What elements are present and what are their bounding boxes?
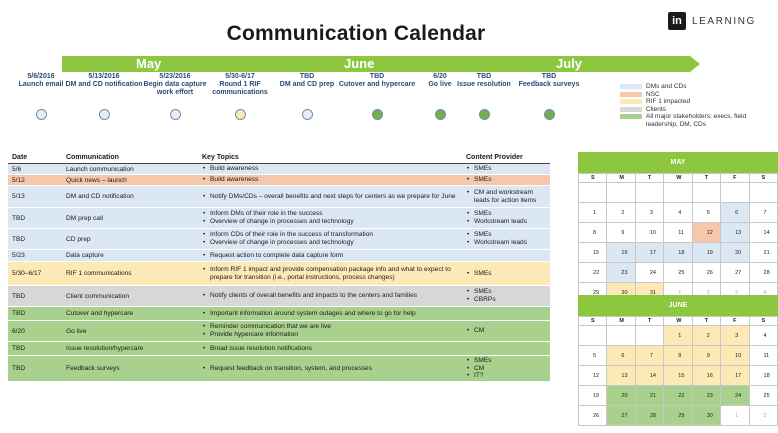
table-header-row: [8, 152, 550, 164]
calendar-day: 20: [607, 386, 635, 406]
legend-label: Clients: [646, 105, 666, 113]
calendar-may: [578, 152, 778, 303]
topic-bullet: • Overview of change in processes and technology: [202, 218, 458, 226]
legend-swatch: [620, 99, 642, 104]
calendar-day: 7: [749, 203, 777, 223]
calendar-day: 12: [692, 223, 720, 243]
topic-bullet: • Inform RIF 1 impact and provide compensation package info and what to expect to prepare for transition (i.e., portal instructions, process changes): [202, 266, 458, 281]
table-row: [8, 286, 550, 307]
calendar-week-row: [579, 326, 778, 346]
cell-date: TBD: [8, 229, 62, 250]
calendar-day: 6: [607, 346, 635, 366]
timeline-event-date: TBD: [299, 73, 315, 80]
timeline-event-date: 5/6/2016: [27, 73, 55, 80]
cell-content-provider: [462, 186, 550, 208]
calendar-day: 6: [721, 203, 749, 223]
calendar-week-row: [579, 366, 778, 386]
cell-date: TBD: [8, 342, 62, 356]
calendar-day: 26: [579, 406, 607, 426]
calendar-day: [664, 183, 692, 203]
calendar-day: [607, 326, 635, 346]
provider-bullet: • SMEs: [466, 231, 546, 239]
calendar-weekday: W: [664, 317, 692, 326]
calendar-weekday: M: [607, 317, 635, 326]
calendar-weekday: T: [635, 174, 663, 183]
provider-bullet: • Workstream leads: [466, 239, 546, 247]
calendar-day: 25: [664, 263, 692, 283]
provider-bullet: • CBRPs: [466, 296, 546, 304]
timeline-event-date: 5/23/2016: [159, 73, 191, 80]
timeline-milestone-marker: [544, 109, 555, 120]
calendar-day: 8: [579, 223, 607, 243]
table-row: [8, 307, 550, 321]
calendar-day: 22: [664, 386, 692, 406]
topic-bullet: • Build awareness: [202, 165, 458, 173]
topic-bullet: • Inform CDs of their role in the success of transformation: [202, 231, 458, 239]
legend-item: [620, 113, 768, 128]
timeline-event-label: Cutover and hypercare: [338, 81, 416, 88]
provider-bullet: • Workstream leads: [466, 218, 546, 226]
calendar-day: 13: [607, 366, 635, 386]
calendar-day: 12: [579, 366, 607, 386]
provider-bullet: • SMEs: [466, 176, 546, 184]
calendar-week-row: [579, 263, 778, 283]
timeline-event-date: 5/13/2016: [88, 73, 120, 80]
calendar-day: 17: [635, 243, 663, 263]
timeline-event: [267, 73, 347, 89]
calendar-day: 5: [692, 203, 720, 223]
legend-item: [620, 91, 768, 99]
calendar-day: 29: [579, 283, 607, 303]
topic-bullet: • Request action to complete data capture form: [202, 252, 458, 260]
cell-communication: Data capture: [62, 250, 198, 262]
timeline-milestone-marker: [36, 109, 47, 120]
calendar-day: 14: [635, 366, 663, 386]
calendar-day: 5: [579, 346, 607, 366]
cell-date: 5/13: [8, 186, 62, 208]
calendar-day: 24: [721, 386, 749, 406]
legend-item: [620, 98, 768, 106]
calendar-day: 4: [749, 283, 777, 303]
calendar-day: 31: [635, 283, 663, 303]
calendar-weekday: T: [692, 174, 720, 183]
cell-content-provider: [462, 250, 550, 262]
cell-communication: Feedback surveys: [62, 356, 198, 382]
calendar-day: 1: [664, 326, 692, 346]
legend-label: NSC: [646, 90, 660, 98]
calendar-day: 21: [749, 243, 777, 263]
calendar-day: 10: [721, 346, 749, 366]
communication-table: [8, 152, 550, 382]
table-row: [8, 186, 550, 208]
timeline-milestone-marker: [99, 109, 110, 120]
timeline-event-date: TBD: [369, 73, 385, 80]
calendar-day: 19: [579, 386, 607, 406]
calendar-day: 2: [749, 406, 777, 426]
brand-logo: [668, 12, 756, 30]
cell-content-provider: [462, 229, 550, 250]
timeline-milestone-marker: [302, 109, 313, 120]
calendar-week-row: [579, 386, 778, 406]
calendar-weekday: T: [692, 317, 720, 326]
legend-label: RIF 1 impacted: [646, 98, 691, 105]
calendar-day: 2: [607, 203, 635, 223]
calendar-day: [721, 183, 749, 203]
timeline-event-label: DM and CD notification: [65, 81, 143, 88]
table-row: [8, 262, 550, 286]
calendar-weekday: S: [749, 317, 777, 326]
calendar-day: 20: [721, 243, 749, 263]
cell-date: 5/6: [8, 164, 62, 175]
cell-key-topics: [198, 286, 462, 307]
calendar-day: 11: [749, 346, 777, 366]
calendar-day: 1: [721, 406, 749, 426]
calendar-day: [692, 183, 720, 203]
provider-bullet: • SMEs: [466, 270, 546, 278]
calendar-day: 18: [749, 366, 777, 386]
cell-communication: Issue resolution/hypercare: [62, 342, 198, 356]
cell-communication: Quick news – launch: [62, 175, 198, 186]
timeline-event-date: TBD: [541, 73, 557, 80]
calendar-weekday: S: [579, 317, 607, 326]
cell-communication: DM and CD notification: [62, 186, 198, 208]
calendar-day: 18: [664, 243, 692, 263]
timeline-event-date: 6/20: [433, 73, 447, 80]
calendar-day: [579, 183, 607, 203]
calendar-day: 10: [635, 223, 663, 243]
calendar-day: 1: [579, 203, 607, 223]
calendar-weekday: F: [721, 317, 749, 326]
provider-bullet: • SMEs: [466, 165, 546, 173]
cell-key-topics: [198, 229, 462, 250]
calendar-day: 4: [664, 203, 692, 223]
header-content-provider: Content Provider: [462, 152, 550, 164]
cell-content-provider: [462, 262, 550, 286]
cell-content-provider: [462, 356, 550, 382]
topic-bullet: • Broad issue resolution notifications: [202, 345, 458, 353]
timeline-milestone-marker: [479, 109, 490, 120]
timeline-event-label: Launch email: [18, 81, 64, 88]
linkedin-icon: in: [668, 12, 686, 30]
cell-communication: DM prep call: [62, 208, 198, 229]
calendar-day: 26: [692, 263, 720, 283]
cell-date: 5/12: [8, 175, 62, 186]
calendar-week-row: [579, 223, 778, 243]
calendar-weekday: T: [635, 317, 663, 326]
cell-key-topics: [198, 342, 462, 356]
cell-content-provider: [462, 286, 550, 307]
brand-name: LEARNING: [692, 15, 756, 27]
table-row: [8, 175, 550, 186]
cell-key-topics: [198, 186, 462, 208]
month-label-june: June: [344, 56, 375, 71]
cell-date: 6/20: [8, 321, 62, 342]
calendar-day: 8: [664, 346, 692, 366]
timeline-event-label: DM and CD prep: [279, 81, 335, 88]
calendar-day: 16: [607, 243, 635, 263]
cell-communication: Client communication: [62, 286, 198, 307]
cell-key-topics: [198, 356, 462, 382]
legend-item: [620, 106, 768, 114]
calendar-day: 21: [635, 386, 663, 406]
legend-swatch: [620, 92, 642, 97]
provider-bullet: • SMEs: [466, 288, 546, 296]
provider-bullet: • SMEs: [466, 357, 546, 365]
calendar-weekday: S: [579, 174, 607, 183]
header-communication: Communication: [62, 152, 198, 164]
calendar-weekday: F: [721, 174, 749, 183]
cell-date: TBD: [8, 307, 62, 321]
timeline-milestone-marker: [372, 109, 383, 120]
timeline-event: [64, 73, 144, 89]
cell-key-topics: [198, 250, 462, 262]
calendar-day: 30: [607, 283, 635, 303]
calendar-day: 22: [579, 263, 607, 283]
calendar-day: [635, 183, 663, 203]
calendar-day: 28: [635, 406, 663, 426]
calendar-day: [635, 326, 663, 346]
legend-swatch: [620, 107, 642, 112]
topic-bullet: • Inform DMs of their role in the success: [202, 210, 458, 218]
calendar-day: [607, 183, 635, 203]
calendar-weekday: M: [607, 174, 635, 183]
calendar-day: 25: [749, 386, 777, 406]
calendar-day: 15: [664, 366, 692, 386]
calendar-day: 19: [692, 243, 720, 263]
provider-bullet: • IT?: [466, 372, 546, 380]
calendar-day: 27: [607, 406, 635, 426]
cell-key-topics: [198, 307, 462, 321]
cell-communication: CD prep: [62, 229, 198, 250]
legend-label: DMs and CDs: [646, 83, 687, 90]
calendar-day: 3: [721, 283, 749, 303]
timeline-event-label: Issue resolution: [457, 81, 511, 88]
table-row: [8, 164, 550, 175]
cell-content-provider: [462, 307, 550, 321]
timeline-event-label: Round 1 RIF communications: [212, 81, 268, 96]
topic-bullet: • Request feedback on transition, system, and processes: [202, 365, 458, 373]
topic-bullet: • Notify DMs/CDs – overall benefits and next steps for centers as we prepare for June: [202, 193, 458, 201]
cell-key-topics: [198, 175, 462, 186]
timeline-event-label: Feedback surveys: [518, 81, 580, 88]
calendar-weekday: W: [664, 174, 692, 183]
provider-bullet: • CM and workstream leads for action items: [466, 189, 546, 204]
timeline-milestone-marker: [170, 109, 181, 120]
calendar-day: 28: [749, 263, 777, 283]
calendar-week-row: [579, 406, 778, 426]
provider-bullet: • SMEs: [466, 210, 546, 218]
cell-communication: Go live: [62, 321, 198, 342]
calendar-day: 17: [721, 366, 749, 386]
legend-label: All major stakeholders: execs, field leadership, DM, CDs: [646, 113, 747, 128]
cell-key-topics: [198, 208, 462, 229]
calendar-month-title: JUNE: [578, 295, 778, 316]
calendar-june: [578, 295, 778, 426]
legend-swatch: [620, 114, 642, 119]
legend-item: [620, 83, 768, 91]
cell-content-provider: [462, 321, 550, 342]
calendar-day: 3: [721, 326, 749, 346]
calendar-day: 7: [635, 346, 663, 366]
calendar-day: 4: [749, 326, 777, 346]
calendar-day: 9: [692, 346, 720, 366]
calendar-day: [749, 183, 777, 203]
header-date: Date: [8, 152, 62, 164]
topic-bullet: • Build awareness: [202, 176, 458, 184]
provider-bullet: • CM: [466, 327, 546, 335]
cell-key-topics: [198, 262, 462, 286]
calendar-weekday: S: [749, 174, 777, 183]
cell-date: TBD: [8, 208, 62, 229]
calendar-day: 11: [664, 223, 692, 243]
calendar-day: 3: [635, 203, 663, 223]
timeline-arrow-head: [690, 56, 700, 72]
cell-date: TBD: [8, 356, 62, 382]
calendar-weekday-row: [579, 317, 778, 326]
calendar-month-title: MAY: [578, 152, 778, 173]
calendar-week-row: [579, 183, 778, 203]
calendar-day: 30: [692, 406, 720, 426]
timeline-milestone-marker: [235, 109, 246, 120]
calendar-day: 23: [692, 386, 720, 406]
calendar-day: 13: [721, 223, 749, 243]
cell-communication: RIF 1 communications: [62, 262, 198, 286]
calendar-week-row: [579, 346, 778, 366]
cell-date: TBD: [8, 286, 62, 307]
timeline-event-date: 5/30-6/17: [225, 73, 255, 80]
header-key-topics: Key Topics: [198, 152, 462, 164]
calendar-day: [579, 326, 607, 346]
topic-bullet: • Reminder communication that we are live: [202, 323, 458, 331]
topic-bullet: • Important information around system outages and where to go for help: [202, 310, 458, 318]
timeline-milestone-marker: [435, 109, 446, 120]
cell-communication: Cutover and hypercare: [62, 307, 198, 321]
table-row: [8, 208, 550, 229]
legend: [620, 83, 768, 128]
calendar-week-row: [579, 243, 778, 263]
cell-content-provider: [462, 175, 550, 186]
calendar-day: 2: [692, 283, 720, 303]
page-title: Communication Calendar: [226, 22, 486, 45]
calendar-day: 15: [579, 243, 607, 263]
calendar-day: 29: [664, 406, 692, 426]
month-label-july: July: [556, 56, 583, 71]
timeline-event-label: Begin data capture work effort: [143, 81, 207, 96]
topic-bullet: • Provide hypercare information: [202, 331, 458, 339]
cell-communication: Launch communication: [62, 164, 198, 175]
calendar-day: 23: [607, 263, 635, 283]
cell-content-provider: [462, 208, 550, 229]
timeline-event-date: TBD: [476, 73, 492, 80]
table-row: [8, 229, 550, 250]
calendar-day: 9: [607, 223, 635, 243]
timeline-event-label: Go live: [428, 81, 452, 88]
cell-date: 5/30–6/17: [8, 262, 62, 286]
legend-swatch: [620, 84, 642, 89]
timeline-event: [509, 73, 589, 89]
calendar-day: 24: [635, 263, 663, 283]
table-row: [8, 321, 550, 342]
calendar-day: 27: [721, 263, 749, 283]
cell-key-topics: [198, 321, 462, 342]
calendar-day: 16: [692, 366, 720, 386]
cell-date: 5/23: [8, 250, 62, 262]
table-row: [8, 356, 550, 382]
table-row: [8, 342, 550, 356]
calendar-week-row: [579, 203, 778, 223]
cell-content-provider: [462, 164, 550, 175]
month-label-may: May: [136, 56, 162, 71]
topic-bullet: • Overview of change in processes and technology: [202, 239, 458, 247]
topic-bullet: • Notify clients of overall benefits and impacts to the centers and families: [202, 292, 458, 300]
calendar-day: 1: [664, 283, 692, 303]
calendar-day: 14: [749, 223, 777, 243]
calendar-day: 2: [692, 326, 720, 346]
table-row: [8, 250, 550, 262]
cell-key-topics: [198, 164, 462, 175]
cell-content-provider: [462, 342, 550, 356]
calendar-weekday-row: [579, 174, 778, 183]
provider-bullet: • CM: [466, 365, 546, 373]
